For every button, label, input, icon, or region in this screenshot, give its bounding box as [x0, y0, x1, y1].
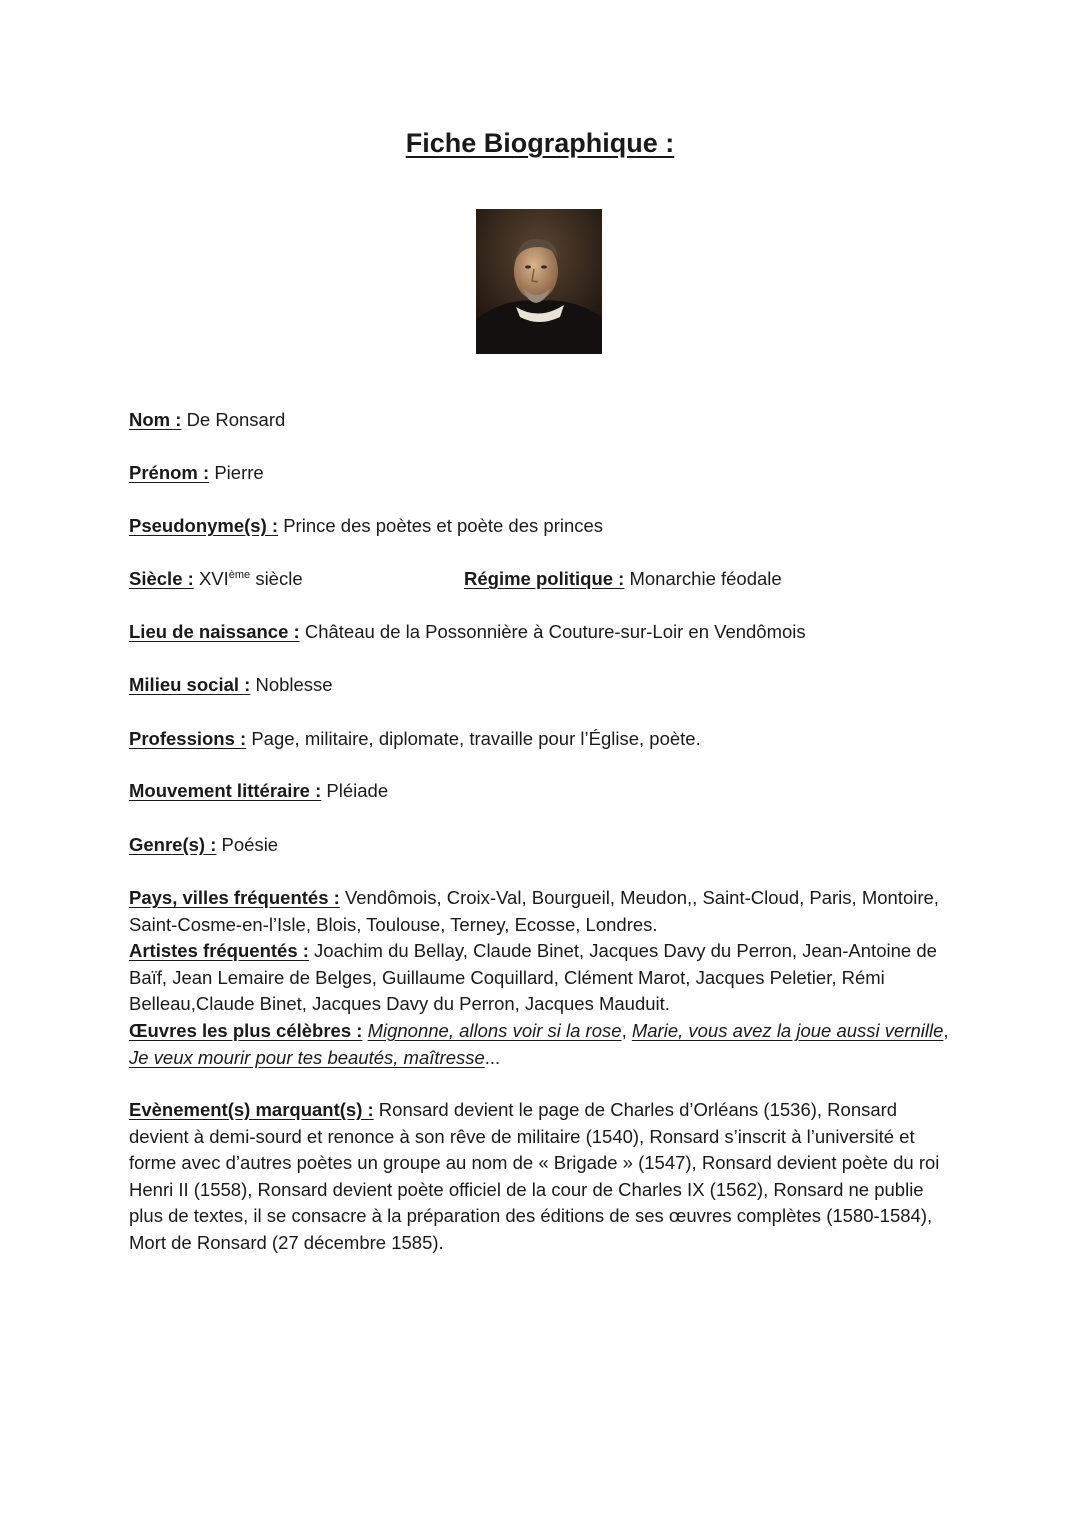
portrait-image — [476, 209, 602, 354]
field-value: De Ronsard — [186, 409, 286, 430]
field-regime — [464, 566, 782, 593]
ellipsis: ... — [484, 1046, 501, 1068]
field-label: Professions : — [129, 728, 247, 749]
field-siecle — [129, 566, 303, 593]
field-label: Lieu de naissance : — [129, 621, 300, 642]
field-label: Artistes fréquentés : — [129, 940, 309, 961]
separator: , — [943, 1020, 949, 1041]
field-mouvement — [129, 778, 388, 805]
work-title: Mignonne, allons voir si la rose — [367, 1020, 622, 1041]
field-professions — [129, 726, 701, 753]
field-value: Château de la Possonnière à Couture-sur-Loir en Vendômois — [304, 621, 806, 642]
field-label: Nom : — [129, 409, 182, 430]
field-value: Joachim du Bellay, Claude Binet, Jacques Davy du Perron, Jean-Antoine de Baïf, Jean Lemaire de Belges, Guillaume Coquillard, Clément Marot, Jacques Peletier, Rémi Belleau,Claude Binet, Jacques Davy du Perron, Jacques Mauduit. — [129, 940, 937, 1014]
field-label: Siècle : — [129, 568, 194, 589]
field-label: Œuvres les plus célèbres : — [129, 1020, 363, 1041]
field-value: Pléiade — [326, 780, 389, 801]
field-artistes — [129, 938, 959, 1018]
field-oeuvres — [129, 1018, 959, 1071]
field-label: Pays, villes fréquentés : — [129, 887, 340, 908]
field-pays — [129, 885, 959, 938]
field-label: Pseudonyme(s) : — [129, 515, 279, 536]
field-value: Prince des poètes et poète des princes — [283, 515, 604, 536]
field-value: Vendômois, Croix-Val, Bourgueil, Meudon,, Saint-Cloud, Paris, Montoire, Saint-Cosme-en-l’Isle, Blois, Toulouse, Terney, Ecosse, Londres. — [129, 887, 939, 935]
field-evenements — [129, 1097, 959, 1256]
field-label: Milieu social : — [129, 674, 251, 695]
field-milieu — [129, 672, 333, 699]
field-genres — [129, 832, 278, 859]
field-label: Evènement(s) marquant(s) : — [129, 1099, 374, 1120]
field-value: Pierre — [214, 462, 264, 483]
field-value: Page, militaire, diplomate, travaille pour l’Église, poète. — [251, 728, 701, 749]
field-label: Genre(s) : — [129, 834, 217, 855]
field-prenom — [129, 460, 264, 487]
field-nom — [129, 407, 285, 434]
field-value: Monarchie féodale — [629, 568, 782, 589]
portrait-illustration — [476, 209, 602, 354]
field-label: Prénom : — [129, 462, 210, 483]
field-value: Ronsard devient le page de Charles d’Orléans (1536), Ronsard devient à demi-sourd et renonce à son rêve de militaire (1540), Ronsard s’inscrit à l’université et forme avec d’autres poètes un groupe au nom de « Brigade » (1547), Ronsard devient poète du roi Henri II (1558), Ronsard devient poète officiel de la cour de Charles IX (1562), Ronsard ne publie plus de textes, il se consacre à la préparation des éditions de ses œuvres complètes (1580-1584), Mort de Ronsard (27 décembre 1585). — [129, 1099, 940, 1253]
field-value: Noblesse — [255, 674, 333, 695]
field-pseudonyme — [129, 513, 603, 540]
field-label: Mouvement littéraire : — [129, 780, 322, 801]
work-title: Je veux mourir pour tes beautés, maîtresse — [129, 1046, 485, 1068]
field-value: Poésie — [221, 834, 279, 855]
field-value: XVIème siècle — [198, 568, 303, 589]
work-title: Marie, vous avez la joue aussi vernille — [631, 1020, 944, 1041]
field-label: Régime politique : — [464, 568, 625, 589]
separator: , — [621, 1020, 632, 1041]
field-lieu — [129, 619, 806, 646]
page-title: Fiche Biographique : — [405, 128, 675, 158]
